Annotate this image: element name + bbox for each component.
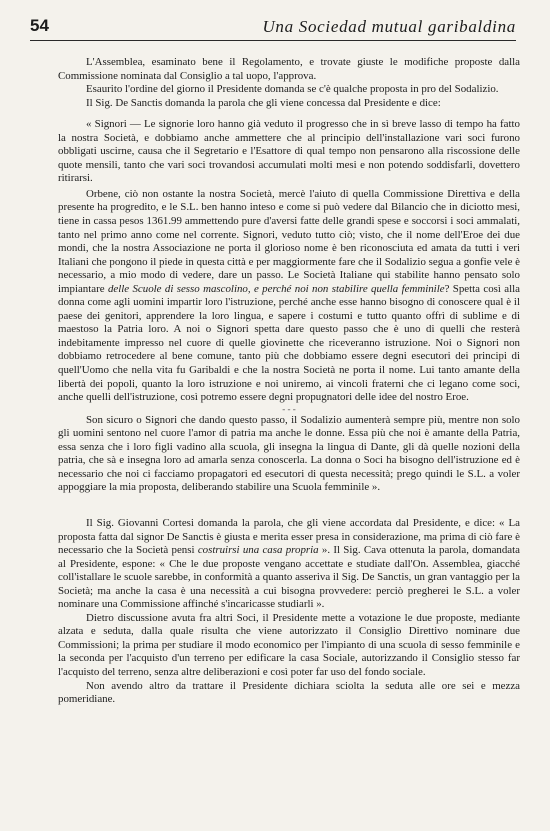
paragraph-assembly-approval: L'Assemblea, esaminato bene il Regolamento, e trovate giuste le modifiche proposte dalla Commissione nominata dal Consiglio a tal uopo, l'approva. [58, 56, 520, 82]
speech-schools-text-a: Orbene, ciò non ostante la nostra Società, mercè l'aiuto di quella Commissione Direttiva e della presente ha progredito, e le S.L. ben hanno inteso e come si può vedere dal Bilancio che in diciotto mesi, tiene in cassa pesos 1361.99 ammettendo pure d'aversi fatte delle grandi spese e soccorsi i soci ammalati, tanto nel primo anno come nel corrente. Signori, veduto tutto ciò; visto, che il nome dell'Eroe dei due mondi, che la nostra Associazione ne porta il glorioso nome è ben riconosciuta ed amata da tutti i veri Italiani che pongono il piede in questa città e per maggiormente fare che il Sodalizio segua a gonfie vele è necessario, a mio modo di vedere, dare un passo. Le Società Italiane qui stabilite hanno pensato solo impiantare [58, 187, 520, 295]
body-text [58, 56, 520, 707]
speech-schools-text-b: ? Spetta così alla donna come agli uomini impartir loro l'istruzione, perché anche esse hanno bisogno di conoscere qual è il paese dei genitori, apprendere la loro lingua, e sapere i costumi e tutto quanto offrì di sublime e di maestoso la Patria loro. A noi o Signori spetta dare questo passo che è uno di quelli che resterà indebitamente impresso nel cuore di quelle giovinette che riceveranno istruzione. Noi o Signori non dobbiamo retrocedere al bene comune, tanto più che dobbiamo essere degni esecutori dei principi di quell'Uomo che nella vita fu Garibaldi e che la nostra Società ne porta il nome. Lui tanto amante della libertà dei popoli, quanto la loro istruzione e noi uniremo, ai vincoli fraterni che ci legano come soci, anche quelli dell'istruzione, così potremo essere degni propugnatori delle idee del nostro Eroe. [58, 282, 520, 404]
paragraph-speech-conclusion: Son sicuro o Signori che dando questo passo, il Sodalizio aumenterà sempre più, mentre non solo gli uomini sentono nel cuore l'amor di patria ma anche le donne. Essa più che noi è amante della Patria, essa senza che i loro figli vadino alla scuola, gli insegna la lingua di Dante, gli dà quelle nozioni della patria, che sà e insegna loro ad amarla senza conoscerla. La donna o Soci ha bisogno dell'istruzione ed è necessario che noi ci facciamo propagatori ed esecutori di questa necessità; prego quindi le S.L. a voler appoggiare la mia proposta, deliberando stabilire una Scuola femminile ». [58, 413, 520, 494]
paragraph-cortesi-cava [58, 517, 520, 612]
paragraph-session-closed: Non avendo altro da trattare il Presidente dichiara sciolta la seduta alle ore sei e mezza pomeridiane. [58, 679, 520, 706]
cortesi-text-b: ». Il Sig. Cava ottenuta la parola, domandata al Presidente, espone: « Che le due proposte vengano accettate e studiate dall'On. Assemblea, giacché coll'istallare le scuole sarebbe, in conformità a quanto asseriva il Sig. De Sanctis, un gran vantaggio per la Società; ma anche la casa è una necessità a cui bisogna provvedere: perciò pregherei le S.L. a voler nominare una Commissione affinché s'incaricasse studiarli ». [58, 544, 520, 611]
speech-schools-emphasis: delle Scuole di sesso mascolino, e perché noi non stabilire quella femminile [107, 282, 445, 295]
paragraph-speech-intro: « Signori — Le signorie loro hanno già veduto il progresso che in sì breve lasso di tempo ha fatto la nostra Società, e dobbiamo anche ammettere che al principio dell'installazione vari soci furono obbligati uscirne, causa che il Segretario e l'Esattore di qual tempo non pensarono alla riscossione delle quote mensili, tanto che vari soci trovandosi accumulati molti mesi e non potendo soddisfarli, dovettero ritirarsi. [58, 118, 520, 185]
cortesi-text-a: Il Sig. Giovanni Cortesi domanda la parola, che gli viene accordata dal Presidente, e dice: « La proposta fatta dal signor De Sanctis è giusta e merita esser presa in considerazione, ma prima di ciò fare è necessario che la Società pensi [58, 516, 520, 557]
page-number: 54 [30, 16, 49, 35]
paragraph-agenda-exhausted: Esaurito l'ordine del giorno il Presidente domanda se c'è qualche proposta in pro del Sodalizio. [86, 83, 499, 96]
paragraph-de-sanctis-request: Il Sig. De Sanctis domanda la parola che gli viene concessa dal Presidente e dice: [86, 96, 441, 109]
print-artifact-marks: - - - [282, 403, 296, 414]
running-title: Una Sociedad mutual garibaldina [262, 17, 516, 36]
cortesi-emphasis: costruirsi una casa propria [197, 544, 319, 557]
page-header [30, 14, 516, 41]
paragraph-speech-schools [58, 188, 520, 405]
paragraph-vote-commissions: Dietro discussione avuta fra altri Soci, il Presidente mette a votazione le due proposte, mediante alzata e seduta, dalla quale risulta che viene autorizzato il Consiglio Direttivo nominare due Commissioni; la prima per studiare il modo economico per l'impianto di una scuola di sesso femminile e la seconda per l'acquisto d'un terreno per edificare la casa Sociale, autorizzando il Consiglio stesso far l'acquisto del terreno, senza altre deliberazioni e così poter far uso del fondo sociale. [58, 611, 520, 678]
